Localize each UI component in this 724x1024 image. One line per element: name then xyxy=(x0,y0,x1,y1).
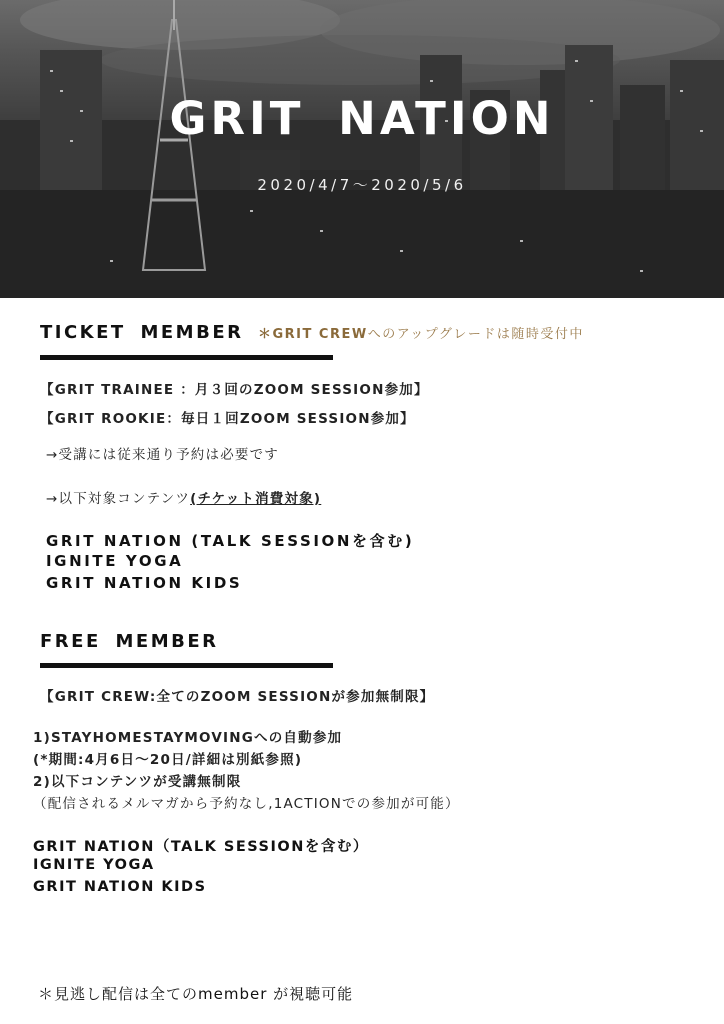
footer-note: ＊見逃し配信は全てのmember が視聴可能 xyxy=(38,985,354,1003)
rookie-line: 【GRIT ROOKIE：毎日１回ZOOM SESSION参加】 xyxy=(40,411,415,427)
page-title: GRIT NATION xyxy=(169,92,555,145)
free-item-2-detail: （配信されるメルマガから予約なし,1ACTIONでの参加が可能） xyxy=(33,796,460,812)
free-divider xyxy=(40,663,333,668)
city-skyline-image xyxy=(0,0,724,298)
free-content-item: GRIT NATION KIDS xyxy=(33,879,207,895)
reservation-note: →受講には従来通り予約は必要です xyxy=(46,447,280,463)
crew-line: 【GRIT CREW:全てのZOOM SESSIONが参加無制限】 xyxy=(40,689,435,705)
upgrade-note-rest: へのアップグレードは随時受付中 xyxy=(367,327,584,342)
ticket-content-item: GRIT NATION KIDS xyxy=(46,574,243,592)
free-item-2: 2)以下コンテンツが受講無制限 xyxy=(33,774,242,790)
free-member-heading: FREE MEMBER xyxy=(40,631,219,652)
ticket-divider xyxy=(40,355,333,360)
ticket-content-item: IGNITE YOGA xyxy=(46,552,184,570)
free-content-item: IGNITE YOGA xyxy=(33,857,155,873)
upgrade-note xyxy=(258,323,584,342)
free-item-1: 1)STAYHOMESTAYMOVINGへの自動参加 xyxy=(33,730,343,746)
trainee-line: 【GRIT TRAINEE ：月３回のZOOM SESSION参加】 xyxy=(40,382,429,398)
contents-note xyxy=(46,487,321,507)
free-content-item: GRIT NATION（TALK SESSIONを含む） xyxy=(33,839,369,855)
ticket-member-heading: TICKET MEMBER xyxy=(40,322,244,343)
hero-banner xyxy=(0,0,724,298)
upgrade-note-bold: ＊GRIT CREW xyxy=(258,327,368,342)
free-item-1-detail: (*期間:4月6日～20日/詳細は別紙参照) xyxy=(33,752,303,768)
date-range: 2020/4/7～2020/5/6 xyxy=(257,176,467,194)
ticket-content-item: GRIT NATION (TALK SESSIONを含む) xyxy=(46,532,415,550)
contents-link[interactable]: (チケット消費対象) xyxy=(190,491,322,507)
contents-prefix: →以下対象コンテンツ xyxy=(46,491,191,507)
